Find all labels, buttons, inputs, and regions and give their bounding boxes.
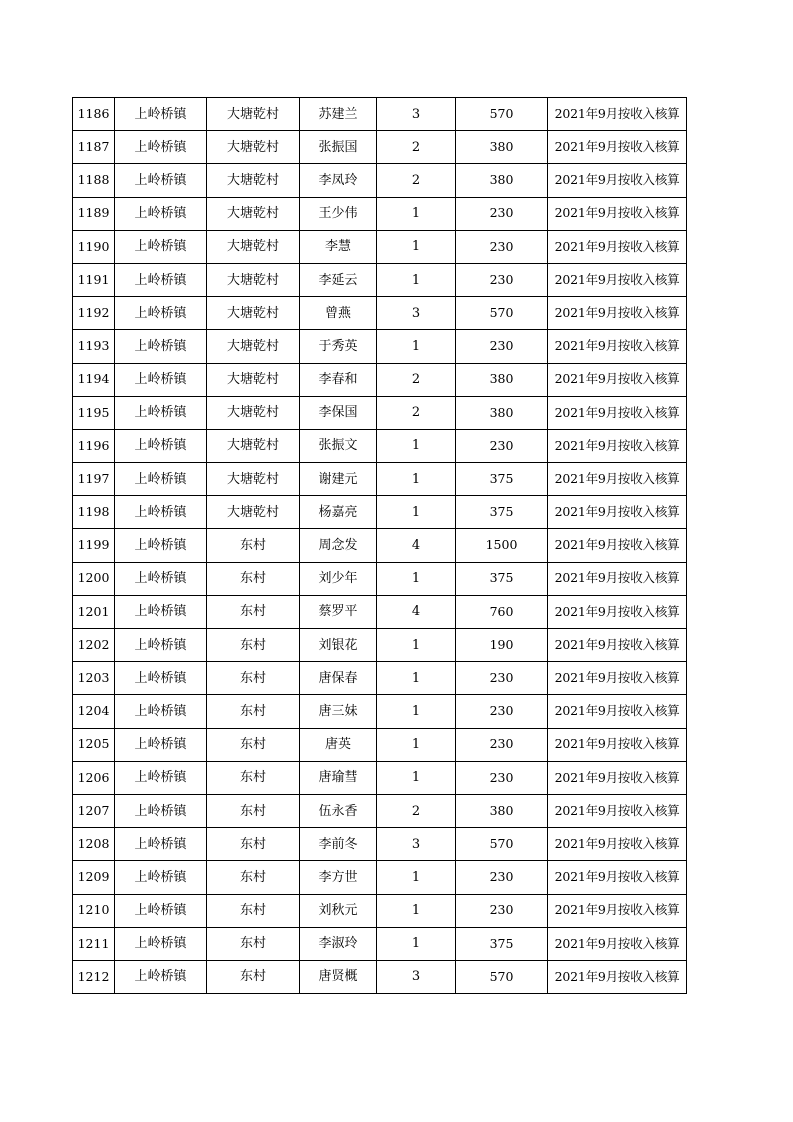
- table-row: [73, 463, 687, 496]
- amount-cell: 1500: [456, 529, 548, 562]
- table-row: [73, 794, 687, 827]
- village-cell: 大塘乾村: [207, 197, 300, 230]
- village-cell: 大塘乾村: [207, 98, 300, 131]
- serial-number-cell: 1205: [73, 728, 115, 761]
- town-cell: 上岭桥镇: [115, 828, 207, 861]
- amount-cell: 230: [456, 429, 548, 462]
- town-cell: 上岭桥镇: [115, 861, 207, 894]
- town-cell: 上岭桥镇: [115, 330, 207, 363]
- person-name-cell: 曾燕: [300, 297, 377, 330]
- person-name-cell: 李方世: [300, 861, 377, 894]
- household-count-cell: 1: [377, 429, 456, 462]
- village-cell: 大塘乾村: [207, 429, 300, 462]
- household-count-cell: 1: [377, 629, 456, 662]
- table-row: [73, 695, 687, 728]
- town-cell: 上岭桥镇: [115, 429, 207, 462]
- village-cell: 大塘乾村: [207, 496, 300, 529]
- amount-cell: 380: [456, 363, 548, 396]
- note-cell: 2021年9月按收入核算: [548, 363, 687, 396]
- village-cell: 大塘乾村: [207, 396, 300, 429]
- amount-cell: 380: [456, 164, 548, 197]
- note-cell: 2021年9月按收入核算: [548, 927, 687, 960]
- serial-number-cell: 1203: [73, 662, 115, 695]
- person-name-cell: 蔡罗平: [300, 595, 377, 628]
- village-cell: 大塘乾村: [207, 131, 300, 164]
- person-name-cell: 伍永香: [300, 794, 377, 827]
- household-count-cell: 2: [377, 396, 456, 429]
- note-cell: 2021年9月按收入核算: [548, 562, 687, 595]
- serial-number-cell: 1201: [73, 595, 115, 628]
- table-row: [73, 263, 687, 296]
- household-count-cell: 1: [377, 463, 456, 496]
- village-cell: 东村: [207, 695, 300, 728]
- household-count-cell: 1: [377, 263, 456, 296]
- person-name-cell: 李春和: [300, 363, 377, 396]
- town-cell: 上岭桥镇: [115, 927, 207, 960]
- table-row: [73, 595, 687, 628]
- town-cell: 上岭桥镇: [115, 230, 207, 263]
- town-cell: 上岭桥镇: [115, 496, 207, 529]
- town-cell: 上岭桥镇: [115, 728, 207, 761]
- amount-cell: 570: [456, 828, 548, 861]
- person-name-cell: 张振国: [300, 131, 377, 164]
- town-cell: 上岭桥镇: [115, 960, 207, 993]
- household-count-cell: 1: [377, 562, 456, 595]
- town-cell: 上岭桥镇: [115, 363, 207, 396]
- village-cell: 东村: [207, 562, 300, 595]
- serial-number-cell: 1199: [73, 529, 115, 562]
- town-cell: 上岭桥镇: [115, 297, 207, 330]
- amount-cell: 375: [456, 496, 548, 529]
- note-cell: 2021年9月按收入核算: [548, 794, 687, 827]
- person-name-cell: 唐三妹: [300, 695, 377, 728]
- town-cell: 上岭桥镇: [115, 662, 207, 695]
- serial-number-cell: 1202: [73, 629, 115, 662]
- note-cell: 2021年9月按收入核算: [548, 330, 687, 363]
- table-row: [73, 164, 687, 197]
- amount-cell: 230: [456, 230, 548, 263]
- table-row: [73, 297, 687, 330]
- amount-cell: 375: [456, 463, 548, 496]
- note-cell: 2021年9月按收入核算: [548, 662, 687, 695]
- town-cell: 上岭桥镇: [115, 98, 207, 131]
- serial-number-cell: 1209: [73, 861, 115, 894]
- serial-number-cell: 1193: [73, 330, 115, 363]
- household-count-cell: 1: [377, 230, 456, 263]
- amount-cell: 375: [456, 562, 548, 595]
- serial-number-cell: 1194: [73, 363, 115, 396]
- town-cell: 上岭桥镇: [115, 263, 207, 296]
- household-count-cell: 1: [377, 761, 456, 794]
- table-row: [73, 131, 687, 164]
- note-cell: 2021年9月按收入核算: [548, 131, 687, 164]
- household-count-cell: 2: [377, 164, 456, 197]
- person-name-cell: 苏建兰: [300, 98, 377, 131]
- table-row: [73, 562, 687, 595]
- village-cell: 东村: [207, 595, 300, 628]
- household-count-cell: 1: [377, 662, 456, 695]
- table-row: [73, 728, 687, 761]
- village-cell: 东村: [207, 894, 300, 927]
- note-cell: 2021年9月按收入核算: [548, 463, 687, 496]
- note-cell: 2021年9月按收入核算: [548, 728, 687, 761]
- table-row: [73, 363, 687, 396]
- person-name-cell: 刘秋元: [300, 894, 377, 927]
- person-name-cell: 刘少年: [300, 562, 377, 595]
- table-row: [73, 496, 687, 529]
- table-row: [73, 230, 687, 263]
- household-count-cell: 1: [377, 197, 456, 230]
- household-count-cell: 3: [377, 297, 456, 330]
- table-body: [73, 98, 687, 994]
- person-name-cell: 张振文: [300, 429, 377, 462]
- village-cell: 大塘乾村: [207, 263, 300, 296]
- village-cell: 东村: [207, 828, 300, 861]
- serial-number-cell: 1204: [73, 695, 115, 728]
- person-name-cell: 李延云: [300, 263, 377, 296]
- table-row: [73, 861, 687, 894]
- person-name-cell: 王少伟: [300, 197, 377, 230]
- serial-number-cell: 1191: [73, 263, 115, 296]
- town-cell: 上岭桥镇: [115, 595, 207, 628]
- serial-number-cell: 1200: [73, 562, 115, 595]
- note-cell: 2021年9月按收入核算: [548, 263, 687, 296]
- serial-number-cell: 1198: [73, 496, 115, 529]
- person-name-cell: 刘银花: [300, 629, 377, 662]
- household-count-cell: 4: [377, 529, 456, 562]
- person-name-cell: 唐瑜彗: [300, 761, 377, 794]
- serial-number-cell: 1211: [73, 927, 115, 960]
- village-cell: 东村: [207, 761, 300, 794]
- amount-cell: 230: [456, 861, 548, 894]
- serial-number-cell: 1208: [73, 828, 115, 861]
- note-cell: 2021年9月按收入核算: [548, 429, 687, 462]
- person-name-cell: 唐保春: [300, 662, 377, 695]
- person-name-cell: 唐贤概: [300, 960, 377, 993]
- serial-number-cell: 1197: [73, 463, 115, 496]
- serial-number-cell: 1186: [73, 98, 115, 131]
- village-cell: 大塘乾村: [207, 164, 300, 197]
- village-cell: 大塘乾村: [207, 363, 300, 396]
- note-cell: 2021年9月按收入核算: [548, 861, 687, 894]
- town-cell: 上岭桥镇: [115, 695, 207, 728]
- note-cell: 2021年9月按收入核算: [548, 629, 687, 662]
- serial-number-cell: 1189: [73, 197, 115, 230]
- note-cell: 2021年9月按收入核算: [548, 230, 687, 263]
- note-cell: 2021年9月按收入核算: [548, 695, 687, 728]
- household-count-cell: 3: [377, 960, 456, 993]
- note-cell: 2021年9月按收入核算: [548, 164, 687, 197]
- town-cell: 上岭桥镇: [115, 529, 207, 562]
- village-cell: 大塘乾村: [207, 230, 300, 263]
- serial-number-cell: 1212: [73, 960, 115, 993]
- amount-cell: 230: [456, 761, 548, 794]
- town-cell: 上岭桥镇: [115, 131, 207, 164]
- amount-cell: 230: [456, 330, 548, 363]
- town-cell: 上岭桥镇: [115, 629, 207, 662]
- town-cell: 上岭桥镇: [115, 894, 207, 927]
- household-count-cell: 1: [377, 894, 456, 927]
- village-cell: 大塘乾村: [207, 463, 300, 496]
- amount-cell: 230: [456, 197, 548, 230]
- note-cell: 2021年9月按收入核算: [548, 960, 687, 993]
- person-name-cell: 于秀英: [300, 330, 377, 363]
- table-row: [73, 761, 687, 794]
- village-cell: 大塘乾村: [207, 297, 300, 330]
- amount-cell: 380: [456, 396, 548, 429]
- village-cell: 东村: [207, 861, 300, 894]
- household-count-cell: 1: [377, 861, 456, 894]
- village-cell: 东村: [207, 529, 300, 562]
- household-count-cell: 1: [377, 927, 456, 960]
- note-cell: 2021年9月按收入核算: [548, 828, 687, 861]
- household-count-cell: 3: [377, 98, 456, 131]
- serial-number-cell: 1195: [73, 396, 115, 429]
- village-cell: 东村: [207, 728, 300, 761]
- serial-number-cell: 1210: [73, 894, 115, 927]
- serial-number-cell: 1206: [73, 761, 115, 794]
- person-name-cell: 李慧: [300, 230, 377, 263]
- note-cell: 2021年9月按收入核算: [548, 496, 687, 529]
- table-row: [73, 429, 687, 462]
- town-cell: 上岭桥镇: [115, 562, 207, 595]
- household-count-cell: 3: [377, 828, 456, 861]
- amount-cell: 380: [456, 131, 548, 164]
- town-cell: 上岭桥镇: [115, 463, 207, 496]
- amount-cell: 570: [456, 297, 548, 330]
- village-cell: 东村: [207, 927, 300, 960]
- note-cell: 2021年9月按收入核算: [548, 761, 687, 794]
- village-cell: 东村: [207, 629, 300, 662]
- amount-cell: 570: [456, 960, 548, 993]
- village-cell: 东村: [207, 794, 300, 827]
- household-count-cell: 4: [377, 595, 456, 628]
- serial-number-cell: 1190: [73, 230, 115, 263]
- person-name-cell: 谢建元: [300, 463, 377, 496]
- note-cell: 2021年9月按收入核算: [548, 529, 687, 562]
- amount-cell: 230: [456, 263, 548, 296]
- town-cell: 上岭桥镇: [115, 761, 207, 794]
- amount-cell: 570: [456, 98, 548, 131]
- amount-cell: 380: [456, 794, 548, 827]
- note-cell: 2021年9月按收入核算: [548, 396, 687, 429]
- amount-cell: 230: [456, 695, 548, 728]
- serial-number-cell: 1207: [73, 794, 115, 827]
- village-cell: 东村: [207, 960, 300, 993]
- town-cell: 上岭桥镇: [115, 396, 207, 429]
- serial-number-cell: 1196: [73, 429, 115, 462]
- note-cell: 2021年9月按收入核算: [548, 197, 687, 230]
- amount-cell: 230: [456, 728, 548, 761]
- table-row: [73, 330, 687, 363]
- relief-roster-table: [72, 97, 687, 994]
- household-count-cell: 2: [377, 131, 456, 164]
- household-count-cell: 2: [377, 363, 456, 396]
- table-row: [73, 894, 687, 927]
- town-cell: 上岭桥镇: [115, 197, 207, 230]
- amount-cell: 190: [456, 629, 548, 662]
- village-cell: 东村: [207, 662, 300, 695]
- person-name-cell: 周念发: [300, 529, 377, 562]
- serial-number-cell: 1187: [73, 131, 115, 164]
- person-name-cell: 李凤玲: [300, 164, 377, 197]
- household-count-cell: 1: [377, 695, 456, 728]
- table-row: [73, 98, 687, 131]
- table-row: [73, 927, 687, 960]
- person-name-cell: 杨嘉亮: [300, 496, 377, 529]
- household-count-cell: 1: [377, 728, 456, 761]
- amount-cell: 230: [456, 662, 548, 695]
- serial-number-cell: 1192: [73, 297, 115, 330]
- town-cell: 上岭桥镇: [115, 794, 207, 827]
- person-name-cell: 唐英: [300, 728, 377, 761]
- amount-cell: 760: [456, 595, 548, 628]
- table-row: [73, 828, 687, 861]
- person-name-cell: 李淑玲: [300, 927, 377, 960]
- person-name-cell: 李前冬: [300, 828, 377, 861]
- table-row: [73, 396, 687, 429]
- note-cell: 2021年9月按收入核算: [548, 98, 687, 131]
- table-row: [73, 960, 687, 993]
- table-row: [73, 629, 687, 662]
- person-name-cell: 李保国: [300, 396, 377, 429]
- household-count-cell: 2: [377, 794, 456, 827]
- table-row: [73, 197, 687, 230]
- table-row: [73, 662, 687, 695]
- amount-cell: 375: [456, 927, 548, 960]
- town-cell: 上岭桥镇: [115, 164, 207, 197]
- serial-number-cell: 1188: [73, 164, 115, 197]
- table-row: [73, 529, 687, 562]
- household-count-cell: 1: [377, 330, 456, 363]
- note-cell: 2021年9月按收入核算: [548, 297, 687, 330]
- household-count-cell: 1: [377, 496, 456, 529]
- note-cell: 2021年9月按收入核算: [548, 894, 687, 927]
- amount-cell: 230: [456, 894, 548, 927]
- note-cell: 2021年9月按收入核算: [548, 595, 687, 628]
- village-cell: 大塘乾村: [207, 330, 300, 363]
